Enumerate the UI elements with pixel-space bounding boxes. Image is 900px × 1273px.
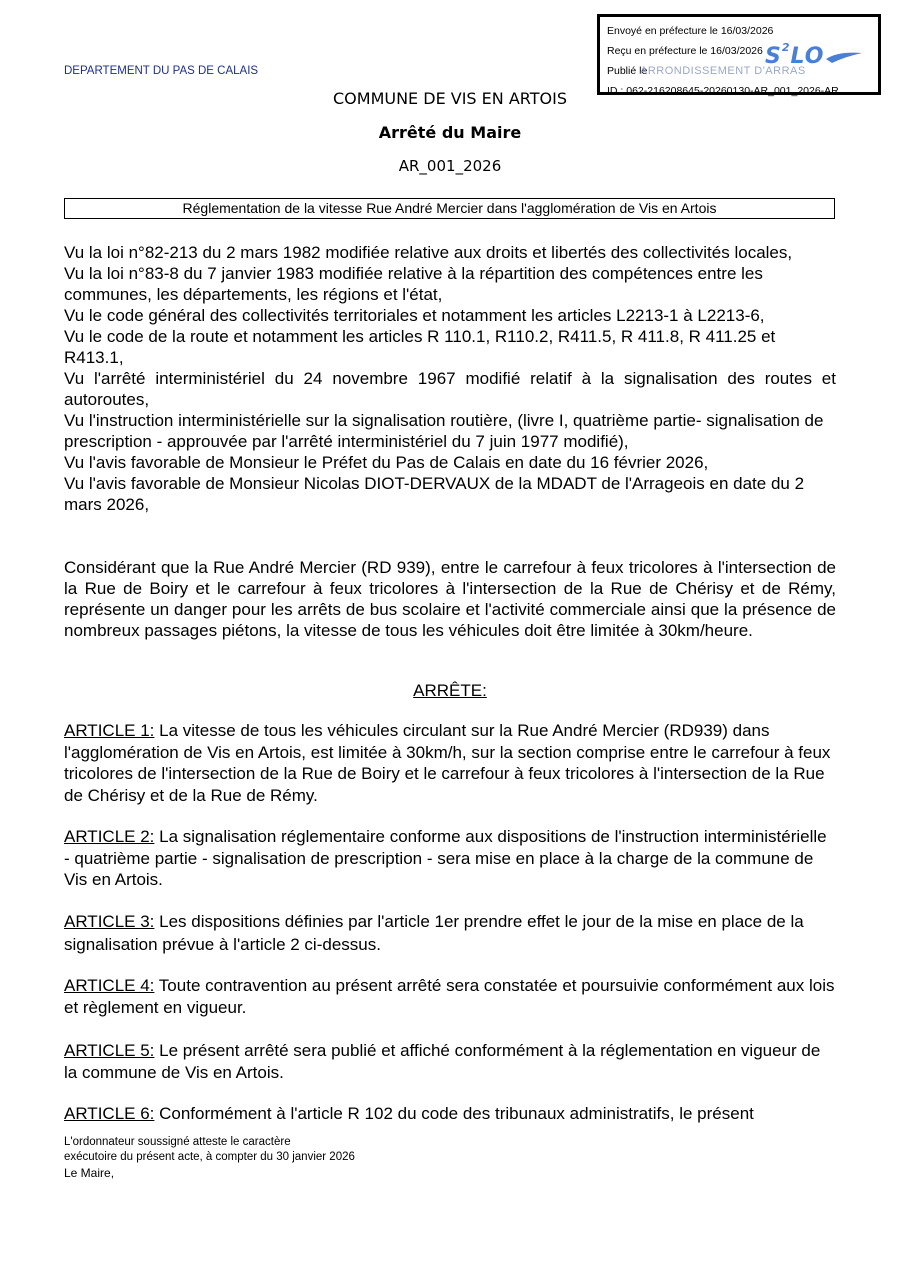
stamp-received: Reçu en préfecture le 16/03/2026 (607, 45, 763, 57)
stamp-sent: Envoyé en préfecture le 16/03/2026 (607, 25, 774, 37)
article-1 (64, 720, 836, 806)
vu-clause: Vu l'instruction interministérielle sur la signalisation routière, (livre I, quatrième partie- signalisation de prescription - approuvée par l'arrêté interministériel du 7 juin 1977 modifié), (64, 411, 824, 451)
footer-attestation (64, 1135, 355, 1165)
vu-clause: Vu l'avis favorable de Monsieur le Préfet du Pas de Calais en date du 16 février 2026, (64, 453, 709, 472)
footer-signature: Le Maire, (64, 1166, 115, 1180)
article-4 (64, 975, 836, 1018)
arrondissement-ghost-text: ARRONDISSEMENT D'ARRAS (640, 65, 806, 77)
article-text: Toute contravention au présent arrêté sera constatée et poursuivie conformément aux lois et règlement en vigueur. (64, 976, 835, 1017)
article-3 (64, 910, 836, 956)
article-text: Le présent arrêté sera publié et affiché conformément à la réglementation en vigueur de la commune de Vis en Artois. (64, 1041, 821, 1082)
footer-line: L'ordonnateur soussigné atteste le caractère (64, 1136, 291, 1148)
article-label: ARTICLE 1: (64, 721, 155, 740)
vu-clause: Vu l'avis favorable de Monsieur Nicolas DIOT-DERVAUX de la MDADT de l'Arrageois en date du 2 mars 2026, (64, 474, 805, 514)
department-header: DEPARTEMENT DU PAS DE CALAIS (64, 65, 259, 77)
vu-clause: Vu la loi n°82-213 du 2 mars 1982 modifiée relative aux droits et libertés des collectivités locales, (64, 243, 793, 262)
article-5 (64, 1040, 836, 1083)
article-text: Conformément à l'article R 102 du code des tribunaux administratifs, le présent (154, 1104, 754, 1123)
s2lo-logo: $S^2LO$ (765, 44, 864, 69)
article-label: ARTICLE 3: (64, 912, 155, 931)
arrete-heading: ARRÊTE: (413, 681, 487, 700)
commune-title: COMMUNE DE VIS EN ARTOIS (333, 89, 567, 108)
article-label: ARTICLE 5: (64, 1041, 155, 1060)
article-text: Les dispositions définies par l'article 1er prendre effet le jour de la mise en place de la signalisation prévue à l'article 2 ci-dessus. (64, 912, 804, 954)
subject-box: Réglementation de la vitesse Rue André Mercier dans l'agglomération de Vis en Artois (64, 198, 835, 219)
vu-clause: Vu l'arrêté interministériel du 24 novembre 1967 modifié relatif à la signalisation des routes et autoroutes, (64, 369, 836, 409)
article-label: ARTICLE 4: (64, 976, 155, 995)
vu-clause: Vu la loi n°83-8 du 7 janvier 1983 modifiée relative à la répartition des compétences entre les communes, les départements, les régions et l'état, (64, 264, 763, 304)
stamp-id: ID : 062-216208645-20260130-AR_001_2026-AR (607, 85, 839, 97)
article-text: La signalisation réglementaire conforme aux dispositions de l'instruction interministérielle - quatrième partie - signalisation de prescription - sera mise en place à la charge de la commune de Vis en Artois. (64, 827, 827, 889)
document-title: Arrêté du Maire (378, 123, 522, 142)
stamp-published: Publié le (607, 65, 648, 77)
article-6 (64, 1103, 836, 1125)
article-label: ARTICLE 2: (64, 827, 155, 846)
considerant-paragraph: Considérant que la Rue André Mercier (RD 939), entre le carrefour à feux tricolores à l'intersection de la Rue de Boiry et le carrefour à feux tricolores à l'intersection de la Rue de Chérisy et de Rémy, représente un danger pour les arrêts de bus scolaire et l'activité commerciale ainsi que la présence de nombreux passages piétons, la vitesse de tous les véhicules doit être limitée à 30km/heure. (64, 558, 836, 640)
footer-line: exécutoire du présent acte, à compter du 30 janvier 2026 (64, 1151, 355, 1163)
article-text: La vitesse de tous les véhicules circulant sur la Rue André Mercier (RD939) dans l'agglomération de Vis en Artois, est limitée à 30km/h, sur la section comprise entre le carrefour à feux tricolores de l'intersection de la Rue de Boiry et le carrefour à feux tricolores à l'intersection de la Rue de Chérisy et de la Rue de Rémy. (64, 721, 831, 805)
article-label: ARTICLE 6: (64, 1104, 155, 1123)
document-reference: AR_001_2026 (398, 157, 502, 175)
vu-clauses (64, 242, 836, 515)
vu-clause: Vu le code général des collectivités territoriales et notamment les articles L2213-1 à L2213-6, (64, 306, 765, 325)
article-2 (64, 826, 836, 891)
vu-clause: Vu le code de la route et notamment les articles R 110.1, R110.2, R411.5, R 411.8, R 411.25 et R413.1, (64, 327, 776, 367)
